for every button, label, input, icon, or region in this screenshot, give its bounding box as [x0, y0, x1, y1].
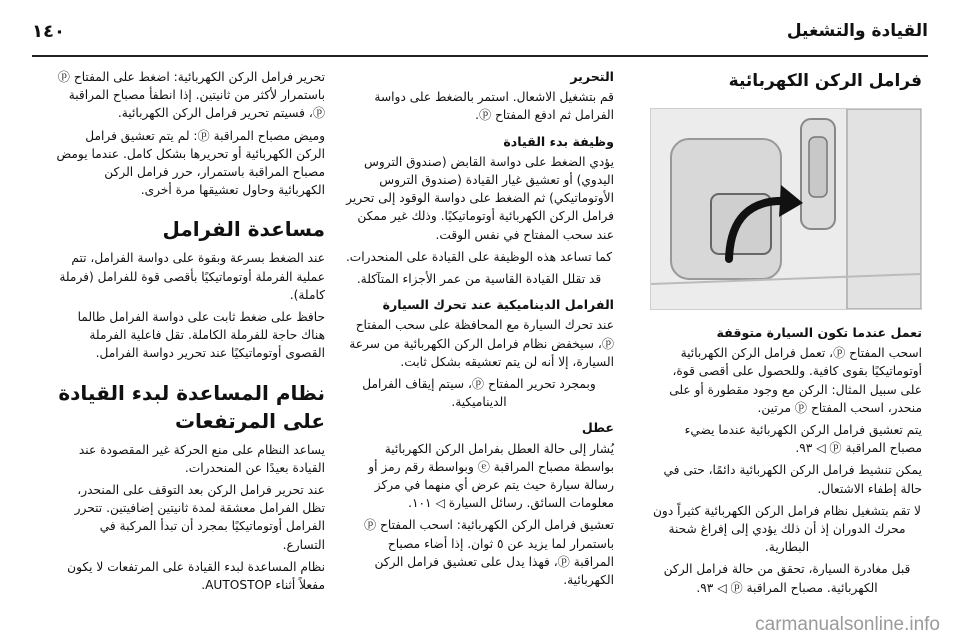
paragraph: كما تساعد هذه الوظيفة على القيادة على المنحدرات.	[345, 249, 613, 264]
paragraph: لا تقم بتشغيل نظام فرامل الركن الكهربائية كثيراً دون محرك الدوران إذ أن ذلك يؤدي إلى إفراغ شحنة البطارية.	[652, 503, 921, 555]
paragraph: عند تحرك السيارة مع المحافظة على سحب المفتاح ⓟ، سيخفض نظام فرامل الركن الكهربائية من سرعة السيارة، إلا أنه لن يتم تعشيقه بشكل ثابت.	[349, 318, 614, 369]
paragraph: يمكن تنشيط فرامل الركن الكهربائية دائمًا، حتى في حالة إطفاء الاشتعال.	[663, 463, 922, 496]
subheading-release: التحرير	[570, 69, 614, 84]
paragraph: عند الضغط بسرعة وبقوة على دواسة الفرامل، تتم عملية الفرملة أوتوماتيكيًا بأقصى قوة للفرامل (فرملة كاملة).	[59, 251, 325, 302]
header-divider	[32, 55, 928, 57]
paragraph: وميض مصباح المراقبة ⓟ: لم يتم تعشيق فرامل الركن الكهربائية أو تحريرها بشكل كامل. عندما يومض مصباح المراقبة باستمرار، حرر فرامل الركن الكهربائية وحاول تعشيقها مرة أخرى.	[56, 128, 325, 198]
paragraph: اسحب المفتاح ⓟ، تعمل فرامل الركن الكهربائية أوتوماتيكيًا بقوى كافية. وللحصول على أقصى قوة، على سبيل المثال: الركن مع وجود مقطورة أو على منحدر، اسحب المفتاح ⓟ مرتين.	[669, 346, 922, 415]
subheading-drive-away: وظيفة بدء القيادة	[503, 133, 614, 149]
page-title: القيادة والتشغيل	[786, 21, 928, 41]
parking-brake-illustration	[650, 108, 922, 310]
section-heading-parking-brake: فرامل الركن الكهربائية	[728, 71, 922, 91]
paragraph: يؤدي الضغط على دواسة القابض (صندوق التروس اليدوي) أو تعشيق غيار القيادة (صندوق التروس الأوتوماتيكي) ثم الضغط على دواسة الوقود إلى تحرير فرامل الركن الكهربائية أوتوماتيكيًا. وذلك غير ممكن عند سحب المفتاح في نفس الوقت.	[346, 154, 614, 242]
paragraph: عند تحرير فرامل الركن بعد التوقف على المنحدر، تظل الفرامل معشقة لمدة ثانيتين إضافيتين. تتحرر الفرامل أوتوماتيكيًا بمجرد أن تبدأ المركبة في التسارع.	[74, 483, 325, 552]
subheading-when-stopped: تعمل عندما تكون السيارة متوقفة	[716, 325, 922, 340]
watermark: carmanualsonline.info	[755, 614, 940, 635]
paragraph: تحرير فرامل الركن الكهربائية: اضغط على المفتاح ⓟ باستمرار لأكثر من ثانيتين. إذا انطفأ مصباح المراقبة ⓟ، فسيتم تحرير فرامل الركن الكهربائية.	[57, 70, 325, 121]
paragraph: قد تقلل القيادة القاسية من عمر الأجزاء المتآكلة.	[356, 272, 602, 287]
paragraph: يتم تعشيق فرامل الركن الكهربائية عندما يضيء مصباح المراقبة ⓟ ◁ ٩٣.	[684, 423, 922, 456]
paragraph: قبل مغادرة السيارة، تحقق من حالة فرامل الركن الكهربائية. مصباح المراقبة ⓟ ◁ ٩٣.	[663, 562, 911, 595]
middle-column	[344, 68, 614, 593]
paragraph: نظام المساعدة لبدء القيادة على المرتفعات لا يكون مفعلاً أثناء AUTOSTOP.	[67, 559, 325, 593]
paragraph: وبمجرد تحرير المفتاح ⓟ، سيتم إيقاف الفرامل الديناميكية.	[362, 377, 596, 410]
paragraph: تعشيق فرامل الركن الكهربائية: اسحب المفتاح ⓟ باستمرار لما يزيد عن ٥ ثوان. إذا أضاء مصباح المراقبة ⓟ، فهذا يدل على تعشيق فرامل الركن الكهربائية.	[363, 518, 614, 588]
subheading-dynamic-braking: الفرامل الديناميكية عند تحرك السيارة	[382, 297, 614, 313]
left-column	[55, 68, 325, 598]
paragraph: يساعد النظام على منع الحركة غير المقصودة عند القيادة بعيدًا عن المنحدرات.	[78, 442, 325, 475]
paragraph: يُشار إلى حالة العطل بفرامل الركن الكهربائية بواسطة مصباح المراقبة ⓔ وبواسطة رقم رمز أو رسالة سيارة حيث يتم عرض أي منهما في مركز معلومات السائق. رسائل السيارة ◁ ١٠١.	[368, 441, 614, 511]
parking-brake-switch-icon	[651, 109, 921, 309]
paragraph: قم بتشغيل الاشعال. استمر بالضغط على دواسة الفرامل ثم ادفع المفتاح ⓟ.	[374, 90, 614, 123]
subheading-fault: عطل	[581, 420, 614, 436]
paragraph: حافظ على ضغط ثابت على دواسة الفرامل طالما هناك حاجة للفرملة الكاملة. تقل فاعلية الفرملة القصوى أوتوماتيكيًا عند تحرير دواسة الفرامل.	[77, 310, 325, 361]
section-heading-brake-assist: مساعدة الفرامل	[162, 217, 325, 242]
section-heading-hill-start-assist: نظام المساعدة لبدء القيادة على المرتفعات	[58, 380, 325, 433]
page-number: ١٤٠	[32, 20, 65, 42]
right-column	[652, 68, 922, 601]
page-header	[32, 14, 928, 48]
